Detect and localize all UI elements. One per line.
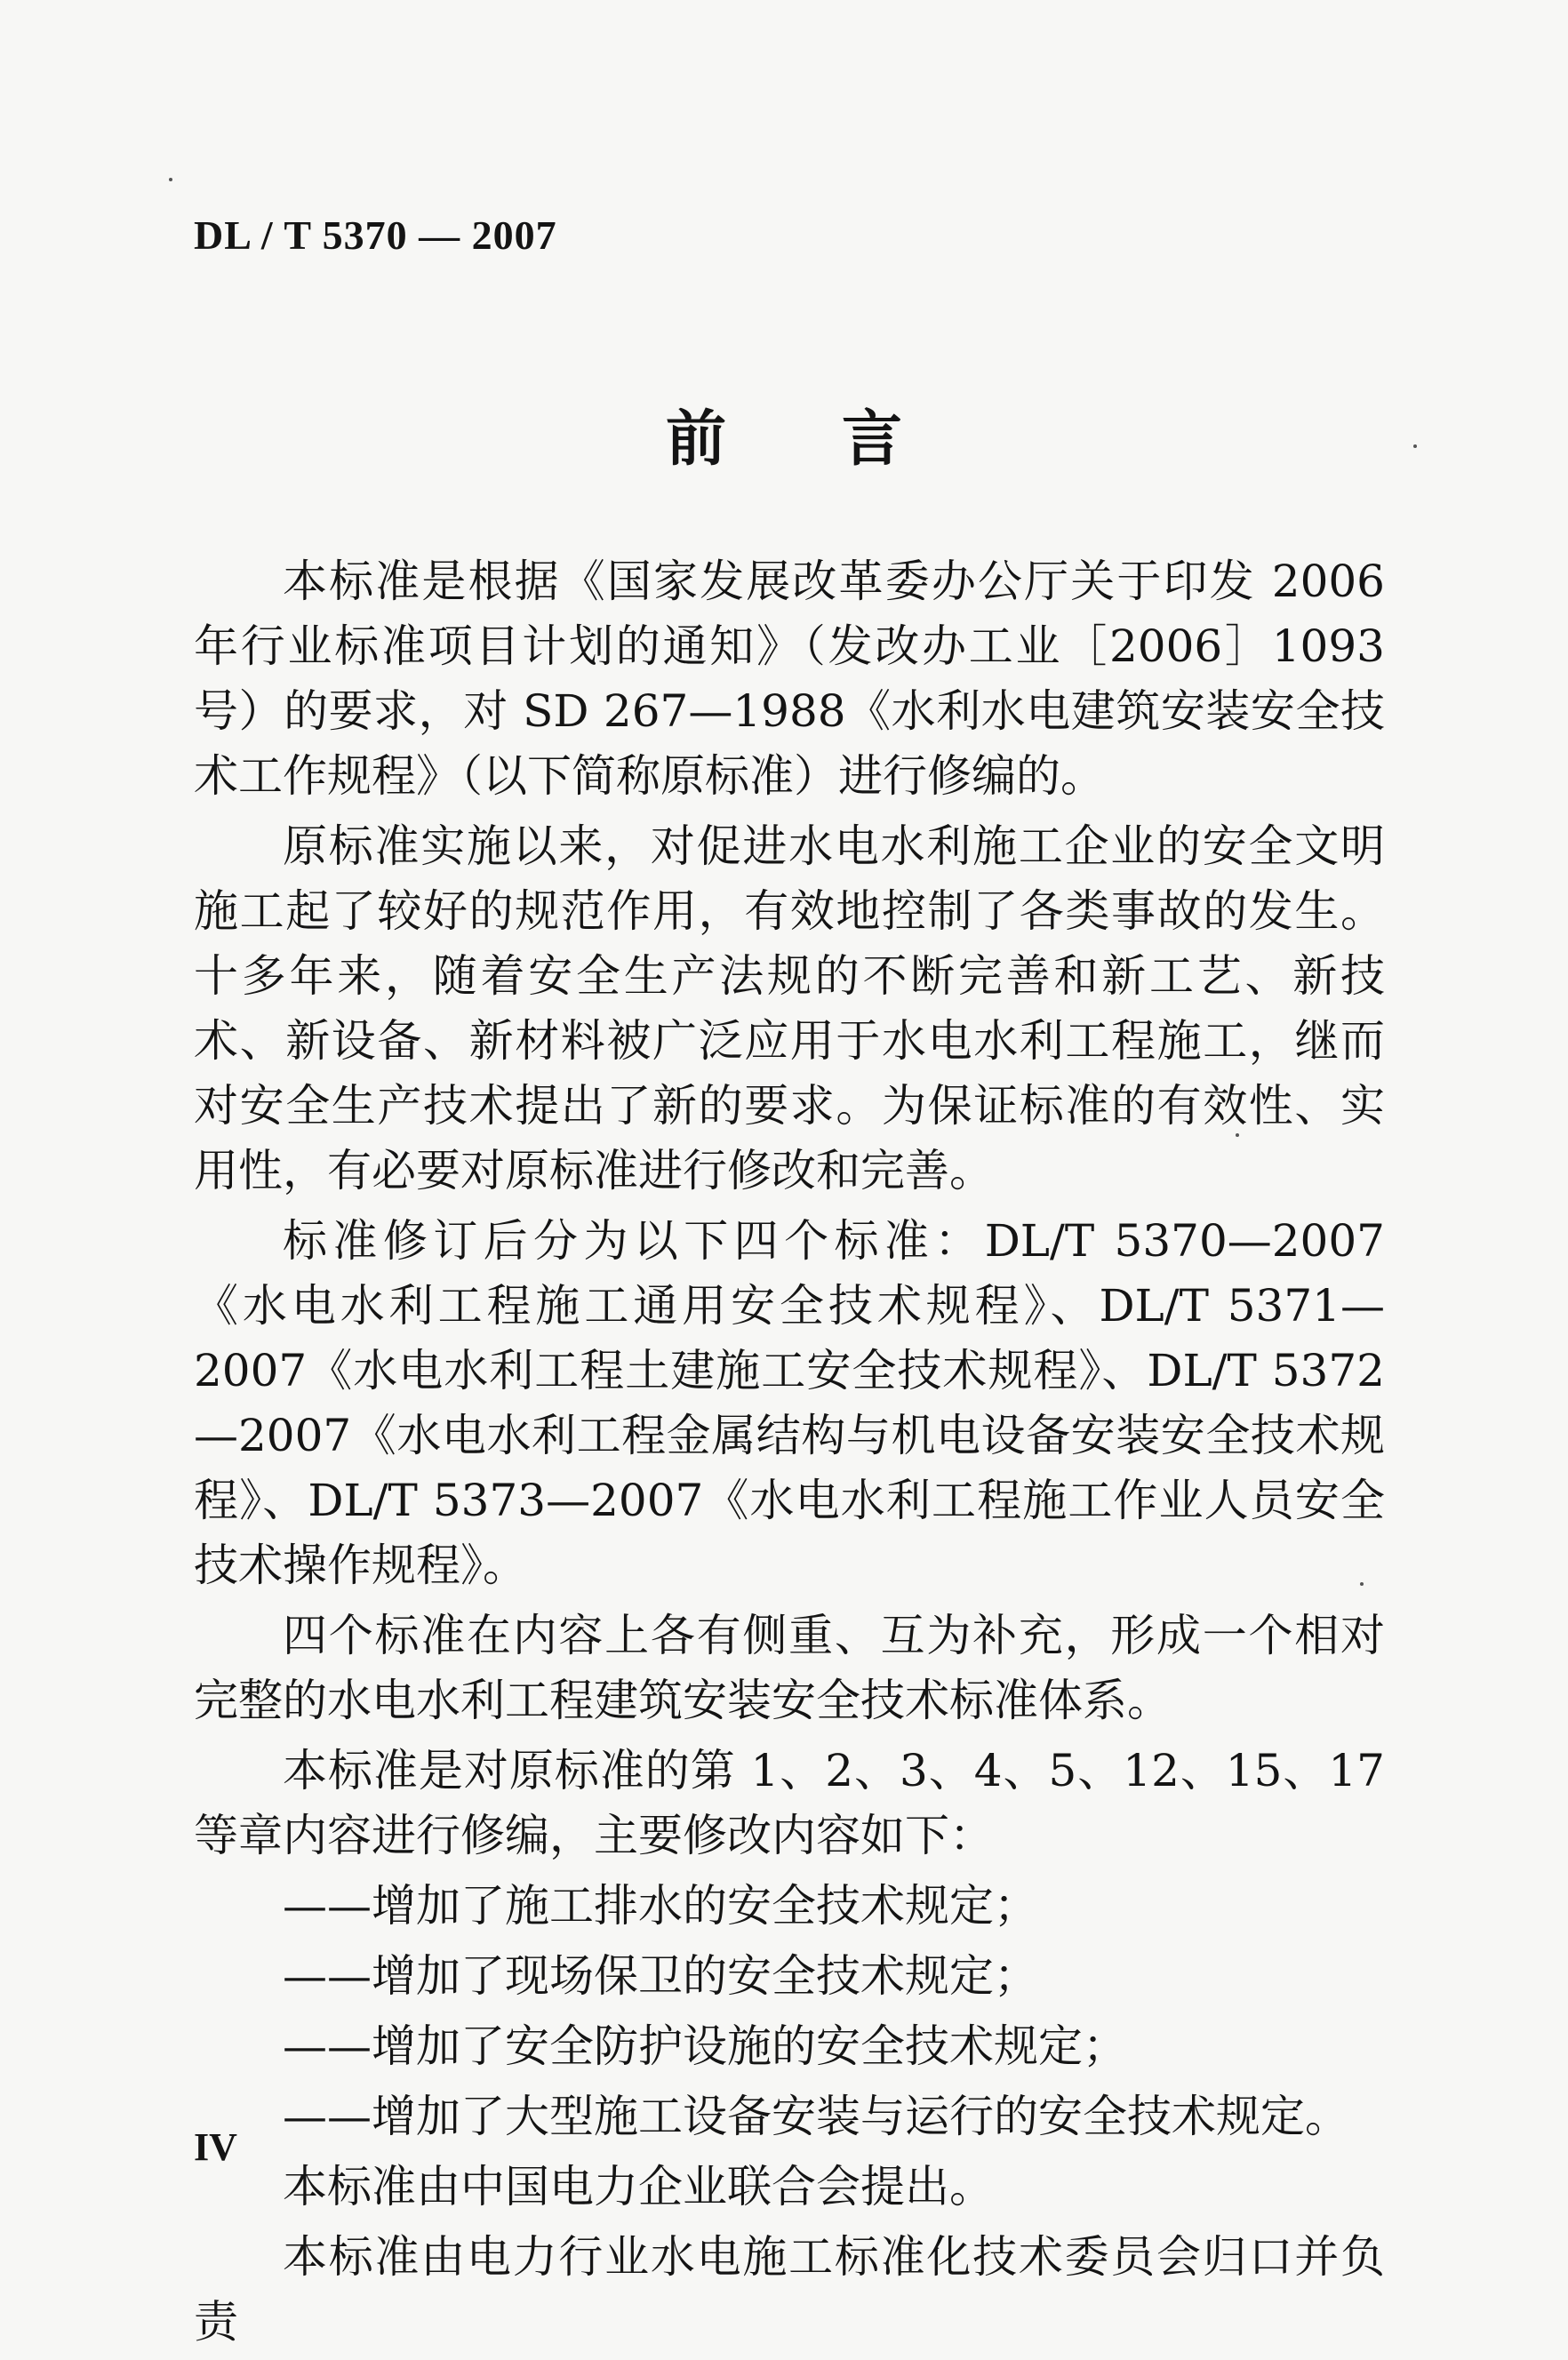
list-item: ——增加了安全防护设施的安全技术规定； — [283, 2020, 1127, 2072]
scan-speck — [1413, 444, 1417, 448]
scan-speck — [1236, 1133, 1239, 1137]
scan-speck — [169, 178, 172, 181]
preface-body — [194, 549, 1385, 2360]
page-number: IV — [194, 2125, 237, 2169]
paragraph-proposer: 本标准由中国电力企业联合会提出。 — [283, 2161, 994, 2212]
list-item: ——增加了大型施工设备安装与运行的安全技术规定。 — [283, 2091, 1349, 2142]
paragraph-4: 四个标准在内容上各有侧重、互为补充，形成一个相对完整的水电水利工程建筑安装安全技术标准体系。 — [194, 1610, 1385, 1726]
paragraph-1: 本标准是根据《国家发展改革委办公厅关于印发 2006 年行业标准项目计划的通知》（发改办工业［2006］1093 号）的要求，对 SD 267—1988《水利水电建筑安装安全技术工作规程》（以下简称原标准）进行修编的。 — [194, 556, 1385, 802]
list-item: ——增加了现场保卫的安全技术规定； — [283, 1950, 1038, 2002]
scan-speck — [1360, 1582, 1364, 1586]
title-char-1: 前 — [665, 404, 726, 475]
title-char-2: 言 — [842, 404, 903, 475]
paragraph-2: 原标准实施以来，对促进水电水利施工企业的安全文明施工起了较好的规范作用，有效地控制了各类事故的发生。十多年来，随着安全生产法规的不断完善和新工艺、新技术、新设备、新材料被广泛应用于水电水利工程施工，继而对安全生产技术提出了新的要求。为保证标准的有效性、实用性，有必要对原标准进行修改和完善。 — [194, 820, 1385, 1196]
list-item: ——增加了施工排水的安全技术规定； — [283, 1880, 1038, 1932]
paragraph-5: 本标准是对原标准的第 1、2、3、4、5、12、15、17 等章内容进行修编，主要修改内容如下： — [194, 1745, 1385, 1861]
paragraph-3: 标准修订后分为以下四个标准：DL/T 5370—2007《水电水利工程施工通用安全技术规程》、DL/T 5371—2007《水电水利工程土建施工安全技术规程》、DL/T 5372—2007《水电水利工程金属结构与机电设备安装安全技术规程》、DL/T 5373—2007《水电水利工程施工作业人员安全技术操作规程》。 — [194, 1215, 1385, 1591]
page-title — [0, 391, 1568, 477]
paragraph-responsible: 本标准由电力行业水电施工标准化技术委员会归口并负责 — [194, 2231, 1385, 2348]
standard-code: DL / T 5370 — 2007 — [194, 212, 557, 258]
